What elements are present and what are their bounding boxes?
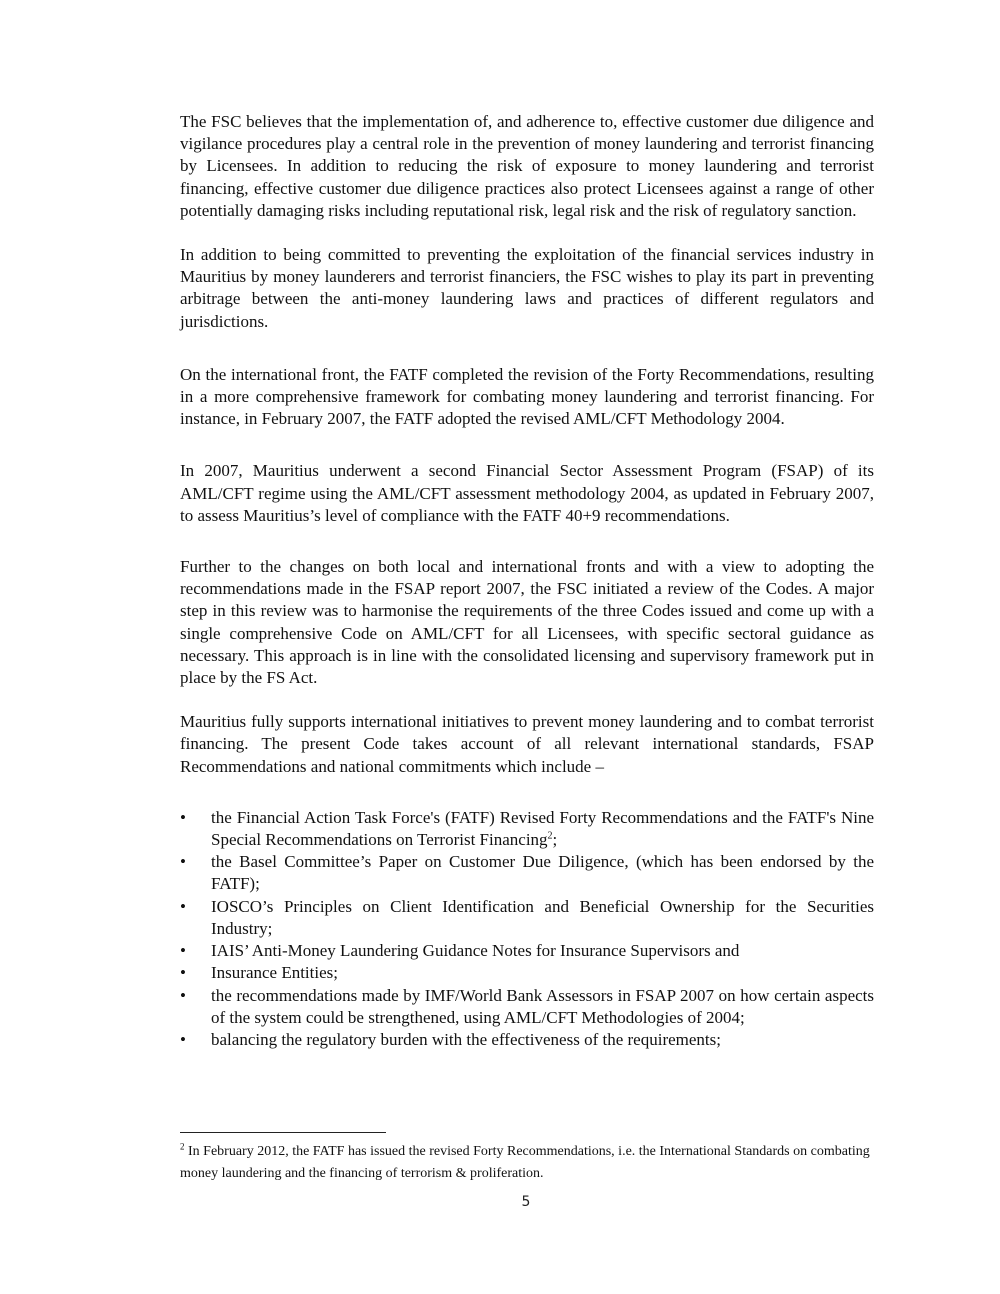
list-item	[180, 940, 874, 962]
paragraph-international-initiatives: Mauritius fully supports international initiatives to prevent money laundering and to combat terrorist financing. The present Code takes account of all relevant international standards, FSAP Recommendations and national commitments which include –	[180, 712, 874, 776]
bullet-icon: •	[180, 896, 186, 916]
list-item	[180, 896, 874, 940]
footnote	[180, 1141, 874, 1185]
page-number: 5	[521, 1194, 531, 1210]
bullet-icon: •	[180, 985, 186, 1005]
list-item	[180, 962, 874, 984]
footnote-text: In February 2012, the FATF has issued the revised Forty Recommendations, i.e. the International Standards on combating money laundering and the financing of terrorism & proliferation.	[180, 1144, 870, 1181]
footnote-reference[interactable]: 2	[547, 830, 553, 842]
bullet-icon: •	[180, 852, 186, 872]
bullet-icon: •	[180, 941, 186, 961]
list-item	[180, 985, 874, 1029]
page-body	[180, 111, 874, 1051]
list-item-text: the Basel Committee’s Paper on Customer Due Diligence, (which has been endorsed by the FATF);	[211, 852, 874, 894]
list-item-text: the recommendations made by IMF/World Bank Assessors in FSAP 2007 on how certain aspects of the system could be strengthened, using AML/CFT Methodologies of 2004;	[211, 985, 874, 1027]
list-item-text: balancing the regulatory burden with the effectiveness of the requirements;	[211, 1029, 721, 1049]
paragraph-international-front: On the international front, the FATF completed the revision of the Forty Recommendations, resulting in a more comprehensive framework for combating money laundering and terrorist financing. For instance, in February 2007, the FATF adopted the revised AML/CFT Methodology 2004.	[180, 364, 874, 429]
footnote-separator	[180, 1132, 386, 1133]
paragraph-codes-review: Further to the changes on both local and international fronts and with a view to adopting the recommendations made in the FSAP report 2007, the FSC initiated a review of the Codes. A major step in this review was to harmonise the requirements of the three Codes issued and come up with a single comprehensive Code on AML/CFT for all Licensees, with specific sectoral guidance as necessary. This approach is in line with the consolidated licensing and supervisory framework put in place by the FS Act.	[180, 557, 874, 688]
standards-list	[180, 807, 874, 1051]
list-item	[180, 1029, 874, 1051]
list-item-text: IAIS’ Anti-Money Laundering Guidance Notes for Insurance Supervisors and	[211, 941, 740, 961]
list-item-text: the Financial Action Task Force's (FATF) Revised Forty Recommendations and the FATF's Nine Special Recommendations on Terrorist Financing	[211, 807, 874, 850]
list-item	[180, 807, 874, 851]
bullet-icon: •	[180, 807, 186, 827]
list-item-text: Insurance Entities;	[211, 963, 338, 983]
list-item	[180, 851, 874, 895]
list-item-text: IOSCO’s Principles on Client Identification and Beneficial Ownership for the Securities Industry;	[211, 896, 874, 938]
paragraph-fsc-cdd: The FSC believes that the implementation of, and adherence to, effective customer due diligence and vigilance procedures play a central role in the prevention of money laundering and terrorist financing by Licensees. In addition to reducing the risk of exposure to money laundering and terrorist financing, effective customer due diligence practices also protect Licensees against a range of other potentially damaging risks including reputational risk, legal risk and the risk of regulatory sanction.	[180, 112, 874, 220]
list-item-tail: ;	[552, 830, 558, 850]
paragraph-fsap-2007: In 2007, Mauritius underwent a second Financial Sector Assessment Program (FSAP) of its AML/CFT regime using the AML/CFT assessment methodology 2004, as updated in February 2007, to assess Mauritius’s level of compliance with the FATF 40+9 recommendations.	[180, 461, 874, 525]
footnote-mark: 2	[180, 1141, 185, 1152]
bullet-icon: •	[180, 963, 186, 983]
bullet-icon: •	[180, 1029, 186, 1049]
paragraph-fsc-commitment: In addition to being committed to preventing the exploitation of the financial services industry in Mauritius by money launderers and terrorist financiers, the FSC wishes to play its part in preventing arbitrage between the anti-money laundering laws and practices of different regulators and jurisdictions.	[180, 245, 874, 331]
